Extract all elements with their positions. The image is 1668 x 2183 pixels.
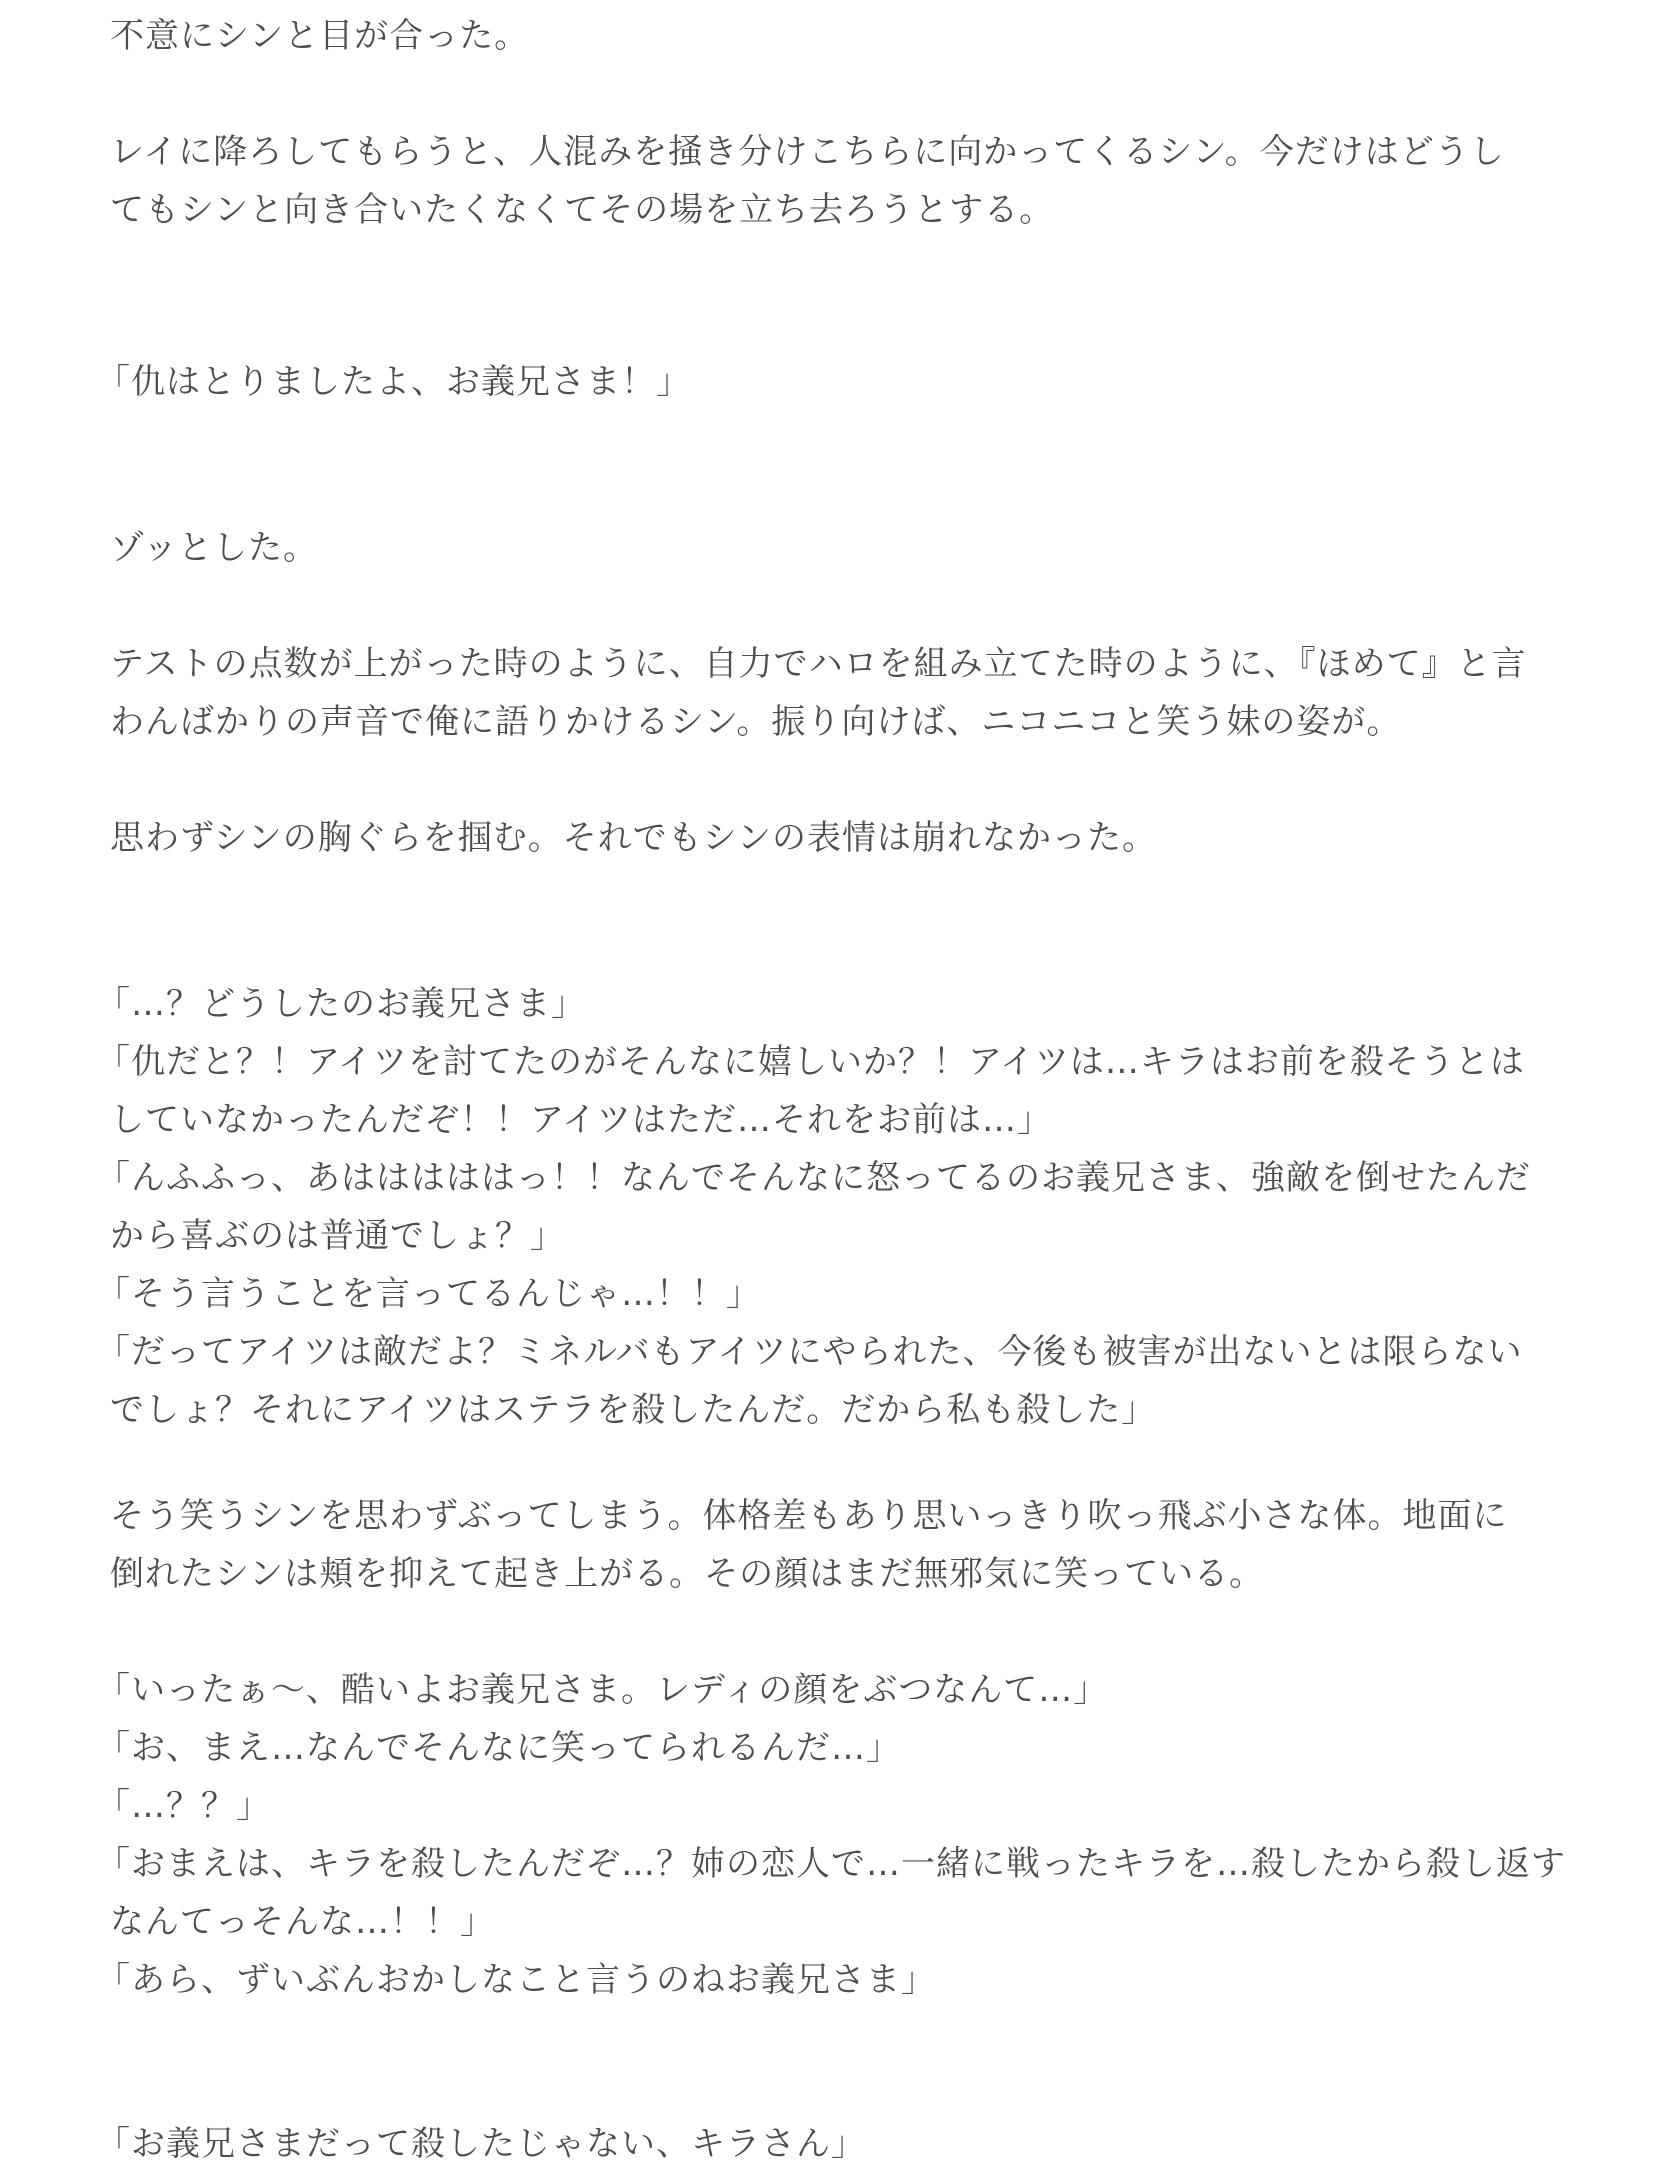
- story-line-1: 不意にシンと目が合った。: [110, 16, 530, 56]
- dialogue-line-3: 「仇だと？！アイツを討てたのがそんなに嬉しいか？！アイツは…キラはお前を殺そうとは: [96, 1042, 1525, 1082]
- dialogue-line-10-cont: なんてっそんな…！！」: [110, 1902, 495, 1942]
- dialogue-line-3-cont: していなかったんだぞ！！アイツはただ…それをお前は…」: [110, 1100, 1052, 1140]
- dialogue-line-12: 「お義兄さまだって殺したじゃない、キラさん」: [96, 2124, 866, 2164]
- story-line-7: 思わずシンの胸ぐらを掴む。それでもシンの表情は崩れなかった。: [110, 818, 1157, 858]
- dialogue-line-11: 「あら、ずいぶんおかしなこと言うのねお義兄さま」: [96, 1960, 936, 2000]
- dialogue-line-9: 「…？？」: [96, 1786, 271, 1826]
- dialogue-line-1: 「仇はとりましたよ、お義兄さま！」: [96, 362, 691, 402]
- dialogue-line-7: 「いったぁ〜、酷いよお義兄さま。レディの顔をぶつなんて…」: [96, 1670, 1109, 1710]
- dialogue-line-4: 「んふふっ、あはははははっ！！なんでそんなに怒ってるのお義兄さま、強敵を倒せたんだ: [96, 1158, 1531, 1198]
- story-line-4: ゾッとした。: [110, 528, 318, 568]
- dialogue-line-6: 「だってアイツは敵だよ？ミネルバもアイツにやられた、今後も被害が出ないとは限らない: [96, 1332, 1523, 1372]
- dialogue-line-10: 「おまえは、キラを殺したんだぞ…？姉の恋人で…一緒に戦ったキラを…殺したから殺し返す: [96, 1844, 1566, 1884]
- dialogue-line-8: 「お、まえ…なんでそんなに笑ってられるんだ…」: [96, 1728, 901, 1768]
- story-line-8: そう笑うシンを思わずぶってしまう。体格差もあり思いっきり吹っ飛ぶ小さな体。地面に: [110, 1496, 1508, 1536]
- story-line-3: てもシンと向き合いたくなくてその場を立ち去ろうとする。: [110, 190, 1055, 230]
- dialogue-line-6-cont: でしょ？それにアイツはステラを殺したんだ。だから私も殺した」: [110, 1390, 1157, 1430]
- dialogue-line-2: 「…？どうしたのお義兄さま」: [96, 984, 586, 1024]
- dialogue-line-4-cont: から喜ぶのは普通でしょ？」: [110, 1216, 565, 1256]
- dialogue-line-5: 「そう言うことを言ってるんじゃ…！！」: [96, 1274, 761, 1314]
- story-line-6: わんばかりの声音で俺に語りかけるシン。振り向けば、ニコニコと笑う妹の姿が。: [110, 702, 1402, 742]
- story-line-9: 倒れたシンは頬を抑えて起き上がる。その顔はまだ無邪気に笑っている。: [110, 1554, 1265, 1594]
- story-line-5: テストの点数が上がった時のように、自力でハロを組み立てた時のように、『ほめて』と言: [110, 644, 1527, 684]
- story-line-2: レイに降ろしてもらうと、人混みを掻き分けこちらに向かってくるシン。今だけはどうし: [110, 132, 1505, 172]
